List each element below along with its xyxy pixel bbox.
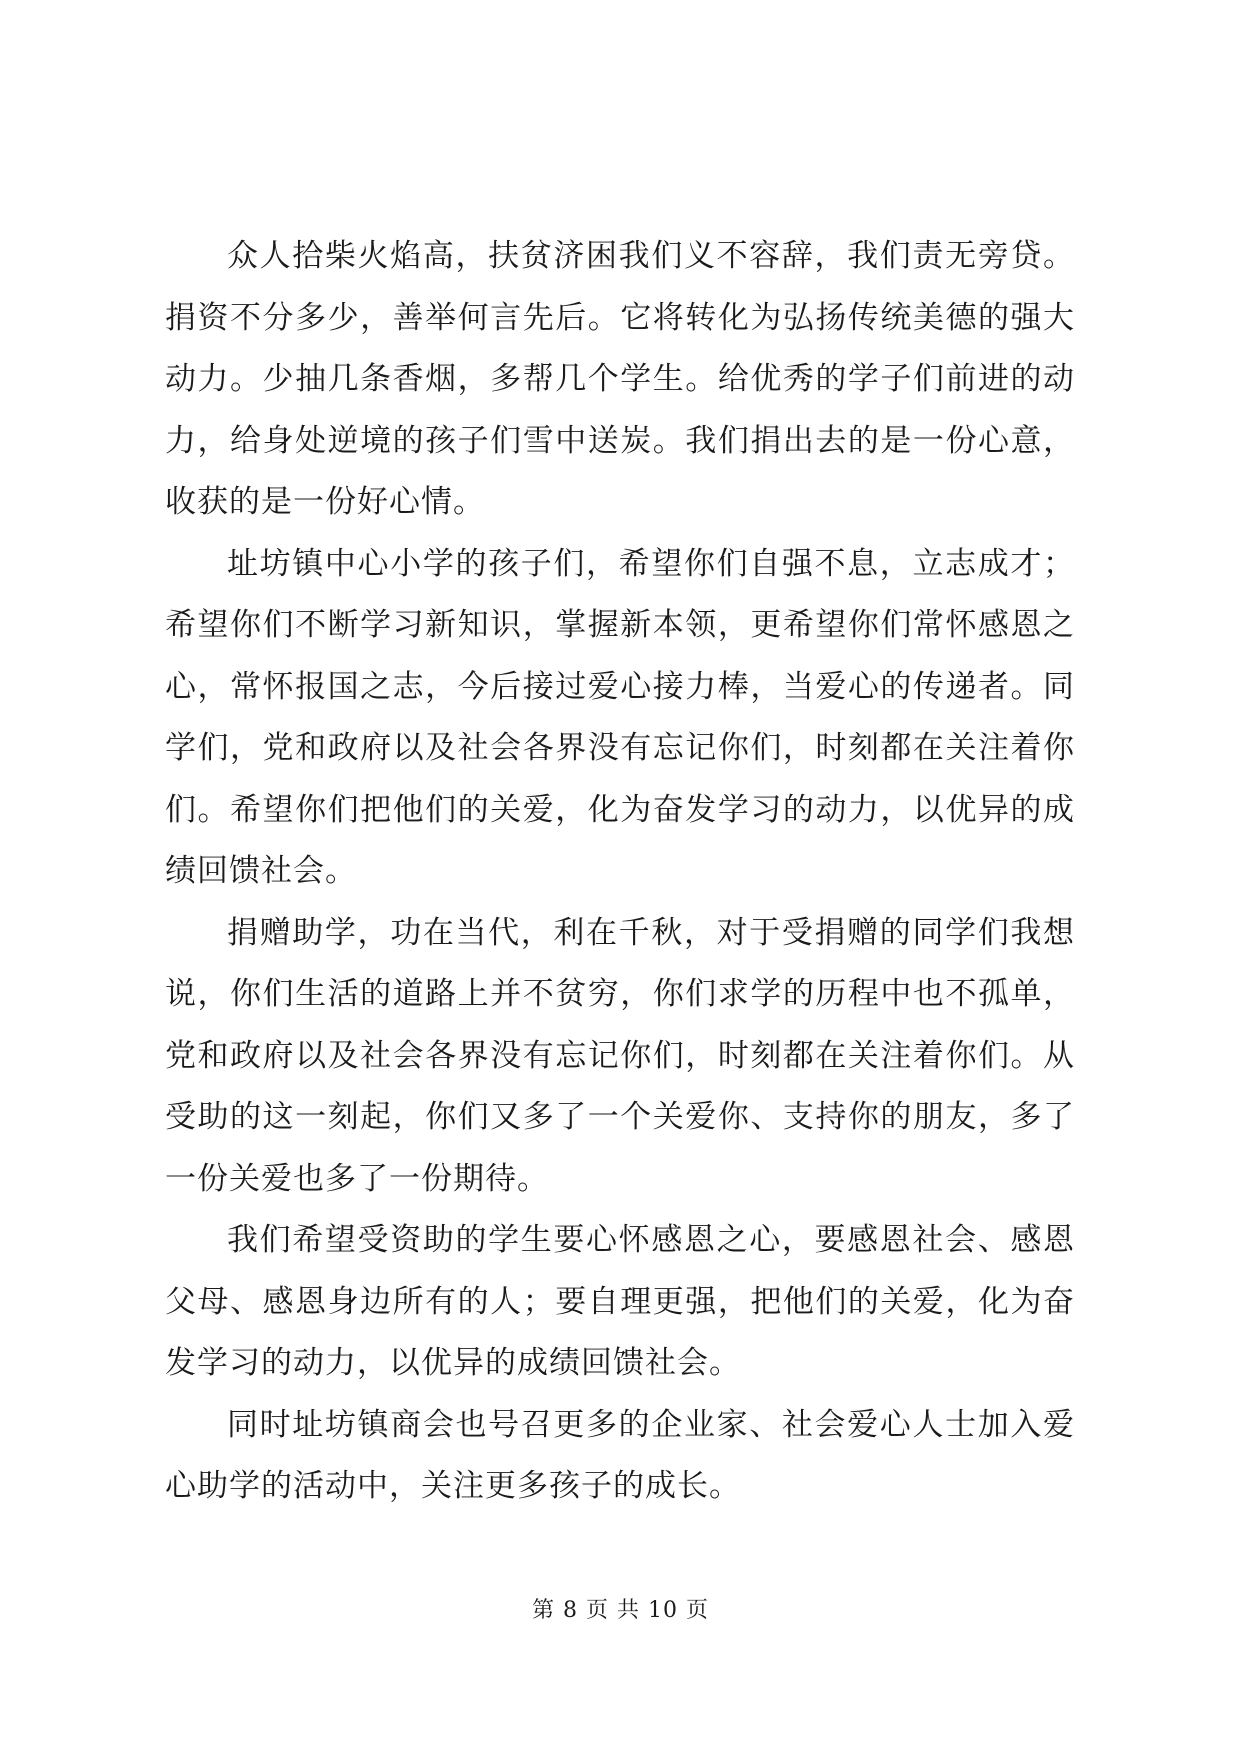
paragraph-3: 捐赠助学，功在当代，利在千秋，对于受捐赠的同学们我想说，你们生活的道路上并不贫穷，你们求学的历程中也不孤单，党和政府以及社会各界没有忘记你们，时刻都在关注着你们。从受助的这一刻起，你们又多了一个关爱你、支持你的朋友，多了一份关爱也多了一份期待。 xyxy=(165,914,1075,1197)
page-number-footer: 第 8 页 共 10 页 xyxy=(532,1598,709,1623)
paragraph-1: 众人拾柴火焰高，扶贫济困我们义不容辞，我们责无旁贷。捐资不分多少，善举何言先后。它将转化为弘扬传统美德的强大动力。少抽几条香烟，多帮几个学生。给优秀的学子们前进的动力，给身处逆境的孩子们雪中送炭。我们捐出去的是一份心意，收获的是一份好心情。 xyxy=(165,238,1075,520)
paragraph-5: 同时址坊镇商会也号召更多的企业家、社会爱心人士加入爱心助学的活动中，关注更多孩子的成长。 xyxy=(165,1406,1075,1504)
document-body xyxy=(165,226,1075,1518)
paragraph-4: 我们希望受资助的学生要心怀感恩之心，要感恩社会、感恩父母、感恩身边所有的人；要自理更强，把他们的关爱，化为奋发学习的动力，以优异的成绩回馈社会。 xyxy=(165,1222,1075,1381)
paragraph-2: 址坊镇中心小学的孩子们，希望你们自强不息，立志成才；希望你们不断学习新知识，掌握新本领，更希望你们常怀感恩之心，常怀报国之志，今后接过爱心接力棒，当爱心的传递者。同学们，党和政府以及社会各界没有忘记你们，时刻都在关注着你们。希望你们把他们的关爱，化为奋发学习的动力，以优异的成绩回馈社会。 xyxy=(165,545,1075,889)
